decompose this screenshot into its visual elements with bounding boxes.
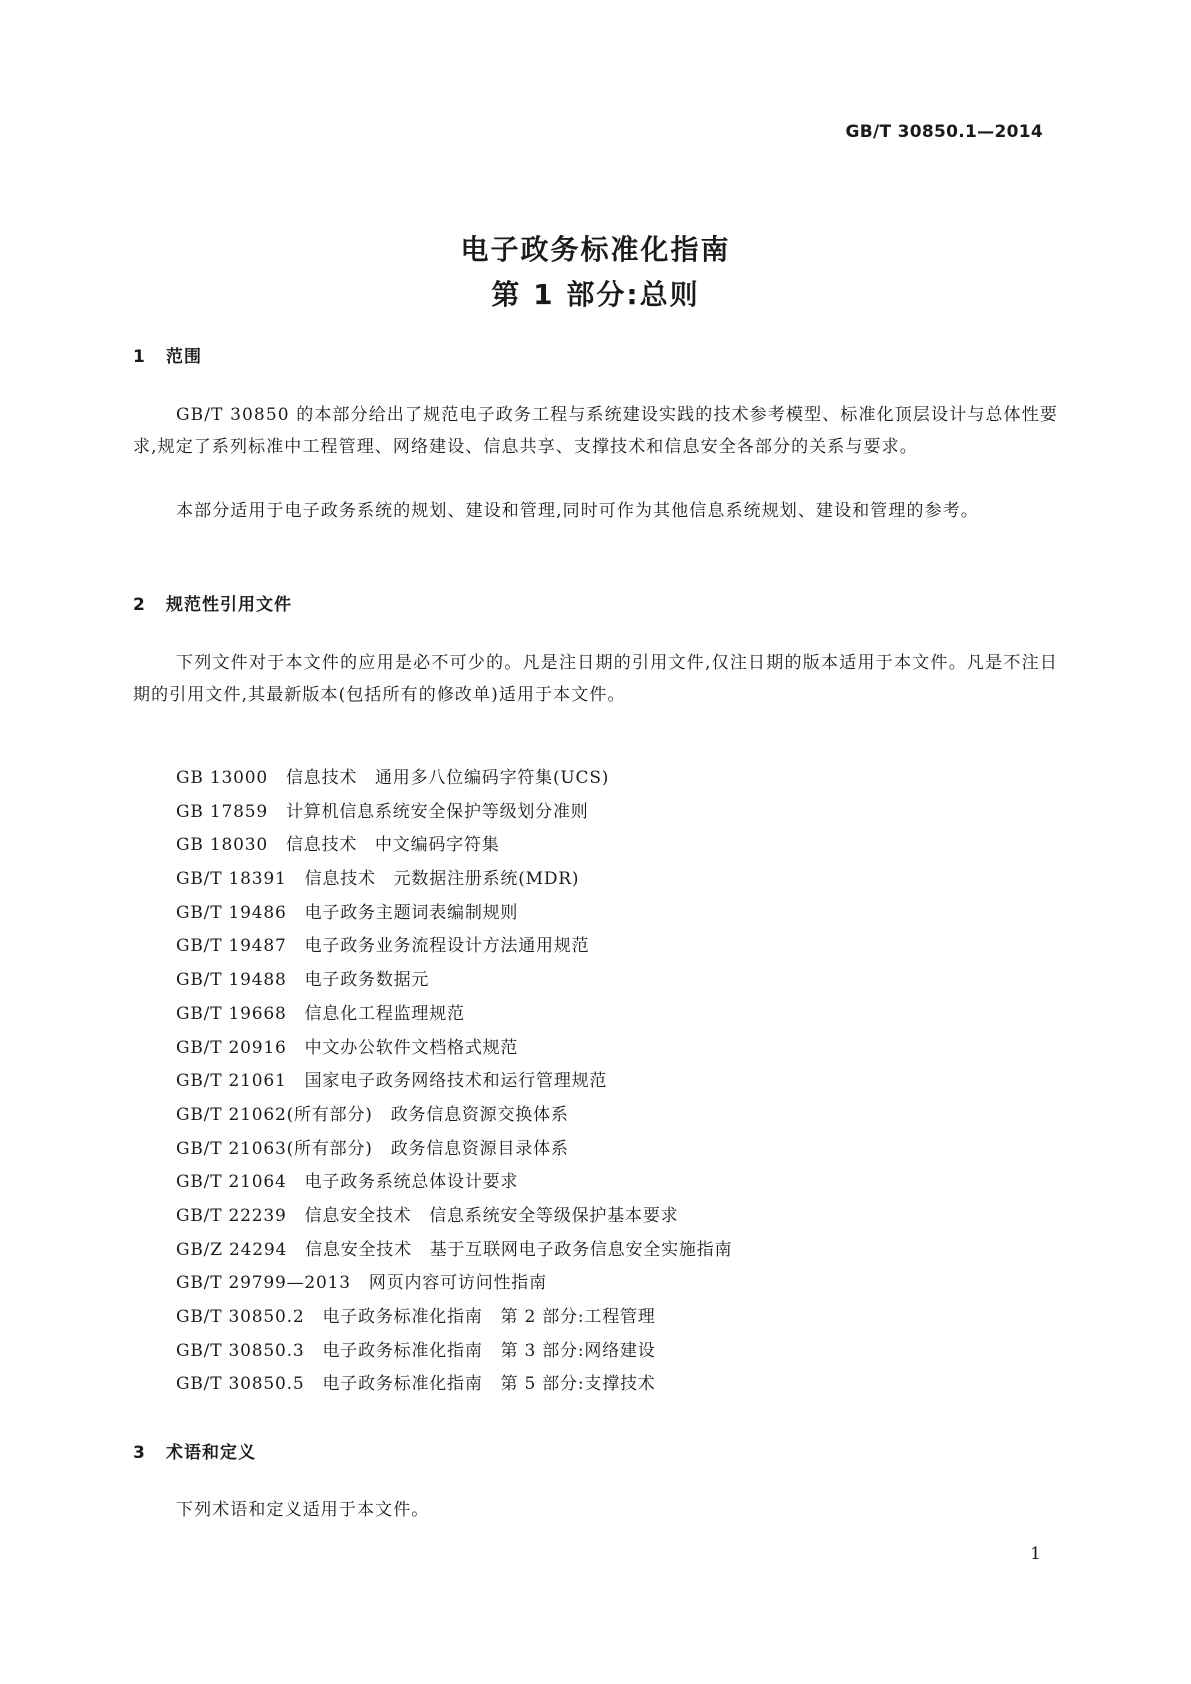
- reference-code: GB/T 19486: [176, 902, 287, 923]
- reference-item: [176, 897, 732, 931]
- section-2-intro: 下列文件对于本文件的应用是必不可少的。凡是注日期的引用文件,仅注日期的版本适用于本文件。凡是不注日期的引用文件,其最新版本(包括所有的修改单)适用于本文件。: [133, 653, 1058, 705]
- normative-references-list: [176, 762, 732, 1402]
- section-title: 规范性引用文件: [166, 595, 292, 615]
- reference-item: [176, 1032, 732, 1066]
- reference-code: GB/T 21062(所有部分): [176, 1104, 373, 1125]
- reference-item: [176, 762, 732, 796]
- reference-code: GB/T 19487: [176, 936, 287, 957]
- reference-item: [176, 863, 732, 897]
- document-subtitle: 第 1 部分:总则: [491, 278, 700, 311]
- section-title: 术语和定义: [166, 1443, 256, 1463]
- reference-title: 中文办公软件文档格式规范: [304, 1037, 519, 1058]
- reference-title: 政务信息资源目录体系: [390, 1138, 569, 1159]
- document-title: 电子政务标准化指南: [460, 233, 731, 266]
- reference-code: GB/T 21063(所有部分): [176, 1138, 373, 1159]
- reference-title: 国家电子政务网络技术和运行管理规范: [304, 1071, 608, 1092]
- reference-title: 电子政务标准化指南 第 3 部分:网络建设: [322, 1340, 656, 1361]
- standard-number: GB/T 30850.1—2014: [845, 122, 1043, 142]
- reference-title: 信息技术 通用多八位编码字符集(UCS): [285, 768, 610, 788]
- reference-item: [176, 1368, 732, 1402]
- reference-title: 信息技术 元数据注册系统(MDR): [304, 869, 580, 890]
- reference-code: GB 13000: [176, 768, 268, 788]
- reference-title: 信息技术 中文编码字符集: [285, 835, 500, 856]
- reference-code: GB/T 18391: [176, 869, 287, 890]
- section-1-paragraph-1: GB/T 30850 的本部分给出了规范电子政务工程与系统建设实践的技术参考模型、标准化顶层设计与总体性要求,规定了系列标准中工程管理、网络建设、信息共享、支撑技术和信息安全各部分的关系与要求。: [133, 405, 1058, 457]
- reference-title: 信息化工程监理规范: [304, 1003, 465, 1024]
- reference-title: 电子政务标准化指南 第 2 部分:工程管理: [322, 1307, 656, 1327]
- reference-title: 政务信息资源交换体系: [390, 1104, 569, 1125]
- reference-item: [176, 796, 732, 830]
- reference-code: GB 17859: [176, 801, 268, 822]
- reference-code: GB/T 19488: [176, 970, 287, 991]
- reference-title: 电子政务数据元: [304, 970, 430, 991]
- reference-code: GB/T 29799—2013: [176, 1273, 351, 1294]
- section-1-paragraph-2: 本部分适用于电子政务系统的规划、建设和管理,同时可作为其他信息系统规划、建设和管理的参考。: [176, 501, 979, 521]
- reference-code: GB/T 19668: [176, 1003, 287, 1024]
- reference-code: GB/T 30850.2: [176, 1307, 305, 1327]
- section-number: 3: [133, 1443, 146, 1463]
- reference-item: [176, 1234, 732, 1268]
- reference-item: [176, 1335, 732, 1369]
- reference-title: 信息安全技术 基于互联网电子政务信息安全实施指南: [305, 1239, 733, 1260]
- reference-code: GB/T 22239: [176, 1205, 287, 1226]
- section-2-heading: [133, 590, 292, 615]
- reference-item: [176, 964, 732, 998]
- reference-item: [176, 1099, 732, 1133]
- reference-title: 电子政务主题词表编制规则: [304, 902, 519, 923]
- reference-title: 计算机信息系统安全保护等级划分准则: [285, 801, 589, 822]
- reference-item: [176, 1267, 732, 1301]
- reference-code: GB/Z 24294: [176, 1239, 288, 1260]
- section-number: 2: [133, 595, 146, 615]
- reference-item: [176, 1200, 732, 1234]
- reference-code: GB/T 21064: [176, 1172, 287, 1193]
- reference-item: [176, 998, 732, 1032]
- reference-code: GB 18030: [176, 835, 268, 856]
- section-3-heading: [133, 1438, 256, 1463]
- reference-title: 电子政务业务流程设计方法通用规范: [304, 936, 590, 957]
- reference-title: 网页内容可访问性指南: [368, 1273, 547, 1294]
- reference-code: GB/T 30850.3: [176, 1340, 305, 1361]
- section-1-heading: [133, 342, 202, 367]
- reference-item: [176, 1065, 732, 1099]
- reference-item: [176, 1301, 732, 1335]
- reference-item: [176, 1133, 732, 1167]
- reference-code: GB/T 30850.5: [176, 1374, 305, 1395]
- page-number: 1: [1030, 1544, 1041, 1564]
- reference-code: GB/T 21061: [176, 1071, 287, 1092]
- reference-title: 信息安全技术 信息系统安全等级保护基本要求: [304, 1205, 679, 1226]
- reference-item: [176, 829, 732, 863]
- reference-code: GB/T 20916: [176, 1037, 287, 1058]
- reference-title: 电子政务系统总体设计要求: [304, 1172, 519, 1193]
- section-3-intro: 下列术语和定义适用于本文件。: [176, 1500, 430, 1520]
- reference-item: [176, 1166, 732, 1200]
- reference-item: [176, 930, 732, 964]
- reference-title: 电子政务标准化指南 第 5 部分:支撑技术: [322, 1374, 656, 1395]
- section-number: 1: [133, 347, 146, 367]
- section-title: 范围: [166, 347, 202, 367]
